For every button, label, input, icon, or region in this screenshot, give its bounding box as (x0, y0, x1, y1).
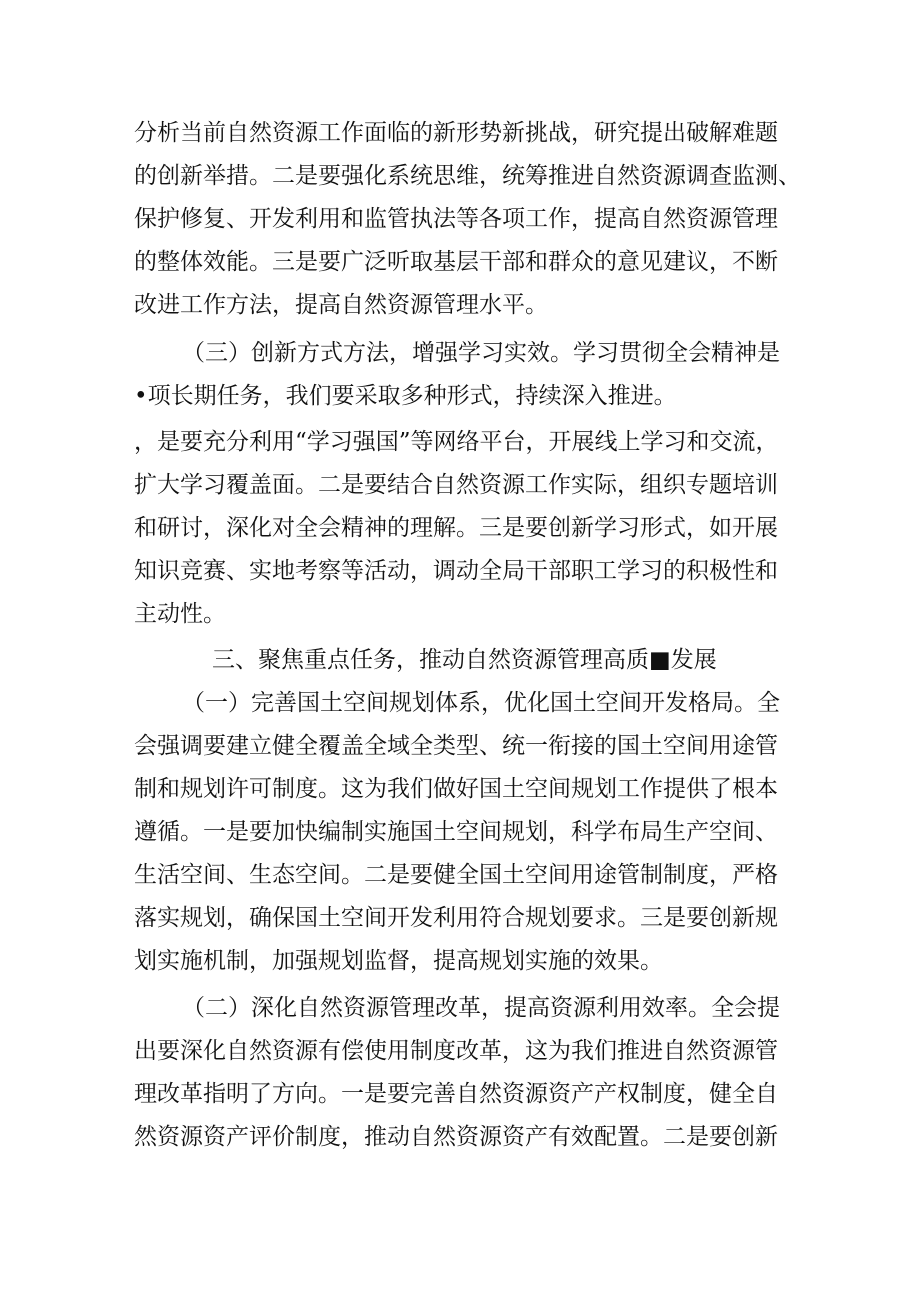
text-line: 和研讨，深化对全会精神的理解。三是要创新学习形式，如开展 (134, 515, 778, 541)
text-line: 制和规划许可制度。这为我们做好国土空间规划工作提供了根本 (134, 776, 778, 802)
text-line: 会强调要建立健全覆盖全域全类型、统一衔接的国土空间用途管 (134, 733, 778, 759)
text-line: 然资源资产评价制度，推动自然资源资产有效配置。二是要创新 (134, 1124, 778, 1150)
text-line: 出要深化自然资源有偿使用制度改革，这为我们推进自然资源管 (134, 1038, 778, 1064)
text-line: ，是要充分利用“学习强国”等网络平台，开展线上学习和交流， (134, 429, 779, 455)
text-line: （一）完善国土空间规划体系，优化国土空间开发格局。全 (182, 690, 780, 716)
text-line: 分析当前自然资源工作面临的新形势新挑战，研究提出破解难题 (134, 120, 778, 146)
text-line: （二）深化自然资源管理改革，提高资源利用效率。全会提 (182, 995, 780, 1021)
text-line: 改进工作方法，提高自然资源管理水平。 (134, 292, 548, 318)
text-line: 知识竞赛、实地考察等活动，调动全局干部职工学习的积极性和 (134, 558, 778, 584)
text-line: 生活空间、生态空间。二是要健全国土空间用途管制制度，严格 (134, 862, 778, 888)
section-heading: 三、聚焦重点任务，推动自然资源管理高质■发展 (212, 647, 717, 673)
text-line: 保护修复、开发利用和监管执法等各项工作，提高自然资源管理 (134, 206, 778, 232)
text-line: 的整体效能。三是要广泛听取基层干部和群众的意见建议，不断 (134, 249, 778, 275)
text-line: 扩大学习覆盖面。二是要结合自然资源工作实际，组织专题培训 (134, 472, 778, 498)
text-line: （三）创新方式方法，增强学习实效。学习贯彻全会精神是 (182, 340, 780, 366)
text-line: 的创新举措。二是要强化系统思维，统筹推进自然资源调查监测、 (134, 163, 801, 189)
text-line: 理改革指明了方向。一是要完善自然资源资产产权制度，健全自 (134, 1081, 778, 1107)
text-line: 划实施机制，加强规划监督，提高规划实施的效果。 (134, 948, 663, 974)
text-line: 落实规划，确保国土空间开发利用符合规划要求。三是要创新规 (134, 905, 778, 931)
text-line: 主动性。 (134, 601, 226, 627)
text-line: •项长期任务，我们要采取多种形式，持续深入推进。 (134, 383, 677, 409)
text-line: 遵循。一是要加快编制实施国土空间规划，科学布局生产空间、 (134, 819, 778, 845)
